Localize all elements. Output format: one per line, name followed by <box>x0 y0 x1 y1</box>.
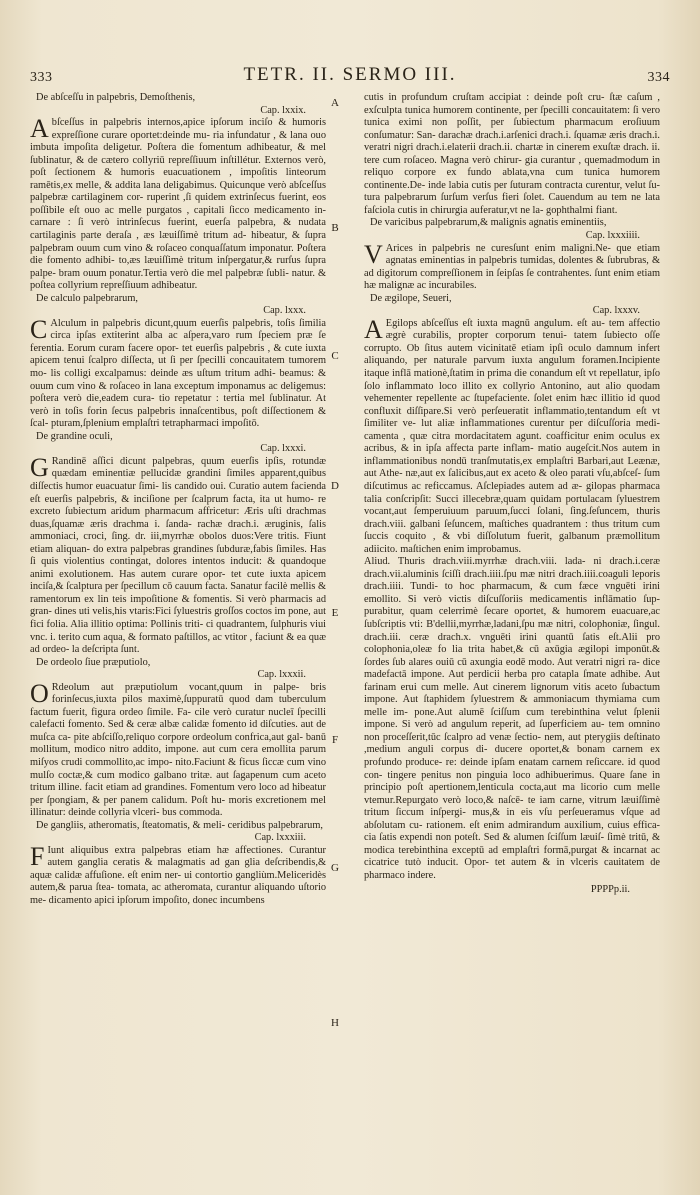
chapter-title <box>30 431 326 444</box>
text: Egilops abſceſſus eſt iuxta magnū angulum. eſt au- tem affectio ægrè curabilis, propter corporum tenui- tatem ſubiecto oſſe corrupto. Ob ſitus autem vicinitatē etiam ipſi oculo damnum infert aliquando, per naturale parvum iuxta angulum foramen.Incipiente itaque inflā mationè,ſtatim in prima die conandum eſt vt repellatur, ipſo ſolo inflammato loco illito ex collyrio Antonino, aut alio quodam vehementer repellente ac ſtupefaciente. ſolet enim hæc illitio id quod confluxit diſſipare.Si verò perſeueratit inflammatio,tentandum eſt vt ſimiliter ve- lut aliæ inflammationes curentur per diſcuſſoria medi- camenta , quæ citra mordacitatem agunt. coafficitur enim oculus ex acribus, & in ipſa affecta parte inflam- matio augeſcit.Nos autem in inflammationibus nondū tranſmutatis,ex emplaſtri Barbari,aut Leænæ, aut Athe- næ,aut ex ſalicibus,aut ex aceto & oleo parati vſu,abſceſ- ſum diſcutimus ac reficcamus. Aſclepiades autem ad æ- gilopas pharmaca talia conſcripſit: Succi illecebræ,quam quidam portulacam ſyluestrem vocant,aut ſemperuiuum paruum,ſucci ſolani, ſing.ſeſuncem, thuris drach.viii. galbani ſeſuncem, maſtiches quadrantem : thus tritum cum ſuccis coquito , & vbi diſſolutum fuerit, galbanum præmollitum adiicito. maſtichen enim improbamus. <box>364 317 660 555</box>
text: Cap. lxxx. <box>263 305 306 317</box>
paragraph <box>364 556 660 882</box>
paragraph <box>30 314 326 431</box>
text: De abſceſſu in palpebris, Demoſthenis, <box>36 92 196 103</box>
paragraph <box>364 92 660 217</box>
chapter-number <box>30 832 326 845</box>
text: Rdeolum aut præputiolum vocant,quum in palpe- bris forinſecus,iuxta pilos maximè,ſuppuratū quod dam tuberculum factum fuerit, figura ordeo ſimile. Fa- cile verò curatur nucleī ſpecilli calefacti fomento. Sed & ceræ albæ calidæ fomento id diſcuties. aut de muſca ca- pite abſciſſo,reliquo corpore ordeolum confrica,aut gal- banū mollitum, modico nitro addito, impone. aut cum cera emollita parum miſyos crudi commollito,ac impo- nito.Faciunt & ficus ſiccæ cum vino mulſo coctæ,& cum modico galbano tritæ. aut ſagapenum cum aceto tritum illine. facit etiam ad grandines. Fomentum vero loco ad hibeatur per ſpongiam, & per panem calidum. Poſt hu- moris excretionem mel illinatur: deinde collyria vlceri- bus commoda. <box>30 681 326 819</box>
chapter-number <box>30 305 326 318</box>
margin-mark: D <box>331 480 339 492</box>
text: De calculo palpebrarum, <box>36 292 138 304</box>
drop-cap: F <box>30 841 45 871</box>
page-number-right: 334 <box>647 70 670 85</box>
text: Cap. lxxxiiii. <box>585 230 640 242</box>
text: De gangliis, atheromatis, ſteatomatis, & meli- ceridibus palpebrarum, <box>36 819 323 831</box>
text: Iunt aliquibus extra palpebras etiam hæ affectiones. Curantur autem ganglia ceratis & malagmatis ad gan glia deſcribendis,& aquæ calidæ affuſione. eſt enim ner- ui contortio gangliùm.Meliceridès autem,& parua ſtea- tomata, ac atheromata, curantur aliquando uſtorio me- dicamento apici ipſorum impoſito, donec incumbens <box>30 844 326 906</box>
text: Cap. lxxxiii. <box>254 832 306 844</box>
right-column <box>364 92 660 1092</box>
chapter-title <box>30 657 326 670</box>
text: Aliud. Thuris drach.viii.myrrhæ drach.viii. lada- ni drach.i.ceræ drach.vii.aluminis ſciſſi drach.iiii.ſpu mæ nitri drach.iiii.coaguli leporis drach.iiii. Tundi- to hoc pharmacum, & cum fæce vnguēti irini emollito. Si verò victis diſcuſſoriis medicamentis inflāmatio ſup- purabitur, quam celerrimè ſecare oportet, & humorem euacuare,ac ſubſcriptis vti: B'dellii,myrrhæ,ladani,ſpu mæ nitri, colophoniæ, ſingul. drach.iii. ceræ drach.x. vnguēti irini quantū ſatis eſt.Alii pro colophonia,oleæ fo lia trita habet,& cū axūgia ægilopi imponūt.& ſordes ſub alares ouiū cū axungia eodē modo. Aut veratri nigri ra- dice madefactā impone. Aut perdicii herba pro catapla ſmate adhibe. Aut farinam erui cum melle. Aut cinerem lignorum vitis aceto ſubactum impone. Aut ſtaphidem ſyluestrem & ammoniacum thymiama cum melle im- pone.Aut alumē ſciſſum cum terebinthina velut ſplenii impone. Si verò ad angulum reperit, ad ſuperficiem au- tem omnino non proceſſerit,tūc ſcalpro ad venæ ſectio- nem, aut pterygiis deſtinato ,medium anguli corpus di- ducere oportet,& bonam carnem ex profundo produce- re: deinde ipſam enatam carnem reſiccare. id quod con- tingere penitus non pinguia loco adhibuerimus. Quare ſane in principio poſt apertionem,lenticula cocta,aut ma licorio cum melle vtemur.Repurgato verò loco,& naſcē- te iam carne, vitrum læuiſſimè tritum ſiccum inſpergi- mus,& in eis vſu perſeueramus vſque ad abſolutam cu- rationem. eſt enim admirandum auxilium, cuius effica- cia ſatis expendi non poteſt. Sed & alumen ſciſſum læuiſ- ſimè tritū, & modica terebinthina exceptū ad emplaſtri formā,purgat & incarnat ac cicatrice tutò inducit. Opor- tet autem & in vlceris cauitatem de pharmaco indere. <box>364 556 660 881</box>
text: Cap. lxxix. <box>260 104 306 116</box>
paragraph <box>364 314 660 556</box>
text: De varicibus palpebrarum,& malignis agnatis eminentiis, <box>370 217 607 229</box>
text: Arices in palpebris ne curesſunt enim maligni.Ne- que etiam agnatas eminentias in palpebris tumidas, dolentes & ſubrubras, & ad digitorum compreſſionem in ſeipſas ſe contrahentes. ſunt enim etiam hæ malignæ ac incurabiles. <box>364 242 660 292</box>
chapter-number <box>30 443 326 456</box>
text: De ordeolo ſiue præputiolo, <box>36 656 151 668</box>
drop-cap: O <box>30 678 49 708</box>
drop-cap: V <box>364 239 383 269</box>
chapter-title <box>30 820 326 833</box>
chapter-title <box>30 92 326 105</box>
left-column <box>30 92 326 1092</box>
running-title: TETR. II. SERMO III. <box>243 64 457 85</box>
page-header <box>30 64 670 88</box>
paragraph <box>30 841 326 908</box>
page-number-left: 333 <box>30 70 53 85</box>
margin-mark: G <box>331 862 339 874</box>
margin-mark: E <box>331 607 339 619</box>
text: Cap. lxxxv. <box>592 305 640 317</box>
paragraph <box>30 114 326 293</box>
text: Randinē aſſici dicunt palpebras, quum euerſis ipſis, rotundæ quædam eminentiæ pellucidæ grandini ſimiles apparent,quibus diſſectis humor euacuatur ſimi- lis candido oui. Curatio autem facienda eſt euerſis palpebris, & inciſione per ſcalprum facta, ita ut humo- re excreto ſubiectum aridum pharmacum affricetur: Æris uſti drachmas duas,ſquamæ æris drachma i. ſanda- rachæ drach.i. æruginis, ſalis ammoniaci, croci, ſing. dr. iii,myrrhæ obolos duos:Vere tritis. Fiunt etiam aliquan- do extra palpebras grandines ſubduræ,fabis ſimiles. Has ſi quis violentius contingat, dolores intentos inducit: & quandoque animi exolutionem. Has autem curare opor- tet cute iuxta apicem inciſa,& ſcalptura per ſpecillum cō cauum facta. Sanatur facilè mellis & ramentorum ex lin teis impoſitione & fomentis. Si verò pharmacis ad gran- dines uti velis,his vtaris:Fici ſyluestris groſſos coctos im pone, aut fici folia. Alia illitio optima: Pollinis triti- ci quadrantem, ſulphuris viui vnc. i. terito cum aqua, & formato paſtillos, ac vtitor , faciunt & ea quæ ad ordeo- la deſcripta ſunt. <box>30 455 326 656</box>
chapter-title <box>364 293 660 306</box>
drop-cap: A <box>30 114 49 144</box>
paragraph <box>30 678 326 820</box>
text: Alculum in palpebris dicunt,quum euerſis palpebris, toſis ſimilia circa ipſas extiterint alba ac aſpera,varo rum ſpeciem præ ſe ferentia. Eorum curam facere opor- tet euerſis palpebris , & cute iuxta apicem tenui ſcalpro diſſecta, ut ſi per ſpecilli concauitatem tumorem mo- lis colligi excalpamus: deinde æs uſtum tritum adhi- beamus: & ouum cum vino & roſaceo in lana exceptum imponamus ac deligemus: poſtera verò die,eadem cura- tio repetatur : tertia mel ſublinatur. At verò in toſis forin ſecus palpebris innaſcentibus, poſt diſſectionem & ſcal- pturam,ſplenium emplaſtri tetrapharmaci impoſitō. <box>30 317 326 430</box>
margin-mark: H <box>331 1017 339 1029</box>
margin-mark: F <box>331 734 339 746</box>
signature-mark <box>364 884 660 897</box>
text: cutis in profundum cruſtam accipiat : deinde poſt cru- ſtæ caſum , exſculpta tunica humorem continente, per ſpecilli concauitatem: ſi vero tunica eximi non poſſit, per ſubiectum pharmacum eroſiuum conſumatur: San- darachæ drach.i.arſenici drach.i. ſquamæ æris drach.i. veratri nigri drach.i.elaterii drach.ii. chartæ in cinerem exuſtæ drach. ii. tere cum roſaceo. Magna verò chirur- gia curantur , quemadmodum in reliquo corpore ex fundo ablata,vna cum tunica humorem continente.De- inde labia cutis per ſuturam contracta curentur, velut ſu- tura palpebrarum ſurſum verſus fieri ſolet. Cauendum au tem ne lata faſciola cutis in chirurgia auferatur,vt ne la- gophthalmi fiant. <box>364 92 660 216</box>
chapter-title <box>364 217 660 230</box>
margin-gutter <box>320 92 350 1092</box>
text: PPPPp.ii. <box>590 884 630 896</box>
margin-mark: B <box>331 222 339 234</box>
paragraph <box>364 239 660 293</box>
margin-mark: A <box>331 97 339 109</box>
text: De ægilope, Seueri, <box>370 292 452 304</box>
chapter-number <box>30 669 326 682</box>
drop-cap: A <box>364 314 383 344</box>
chapter-number <box>364 230 660 243</box>
drop-cap: C <box>30 314 48 344</box>
paragraph <box>30 452 326 657</box>
text: Cap. lxxxii. <box>257 669 306 681</box>
chapter-number <box>30 105 326 118</box>
chapter-title <box>30 293 326 306</box>
chapter-number <box>364 305 660 318</box>
text: De grandine oculi, <box>36 430 113 442</box>
text: Cap. lxxxi. <box>260 443 306 455</box>
drop-cap: G <box>30 452 49 482</box>
margin-mark: C <box>331 350 339 362</box>
text: bſceſſus in palpebris internos,apice ipſorum inciſo & humoris expreſſione curare oportet:deinde mu- ria infundatur , & lana ouo imbuta impoſita deligetur. Poſtera die fomentum adhibeatur, & mel ſublinatur, & de cætero collyriū repreſſiuum inſtillétur. Externos verò, poſt ſectionem & humoris euacuationem , impoſitis linteorum ramētis,ex melle, & addita lana deligabimus. Quicunque verò abſceſſus palpebræ cartilaginem cor- ruperint ,ſi quidem extrinſecus fuerint, eos poſſibile eſt ouo ac melle purgatos , capitali ſicco medicamento in- carnare : ſi verò intrinſecus fuerint, euerſa palpebra, & nudata cartilaginis parte deraſa , æs læuiſſimè tritum ad- hibeatur, & ſupra palpebram ouum cum vino & roſaceo conquaſſatum imponatur. Poſtera die fomento adhibi- to,æs læuiſſimè tritum inſpergatur,& rurſus ſupra palpe- bram ouum ponatur.Tertia verò die mel palpebræ ſubli- natur. & poſtea collyrium repreſſiuum adhibeatur. <box>30 117 326 292</box>
